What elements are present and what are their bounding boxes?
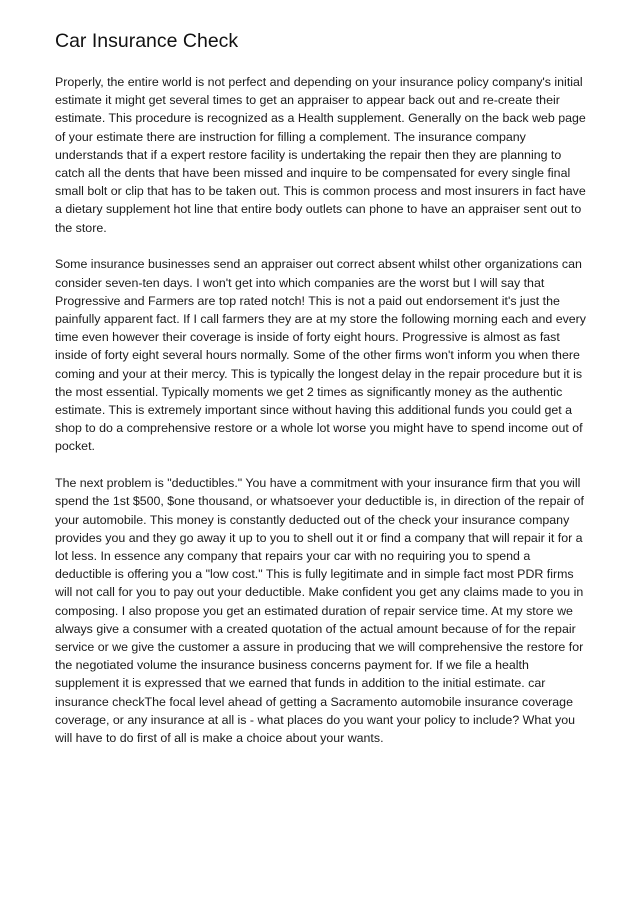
document-title: Car Insurance Check	[55, 30, 239, 52]
paragraph-2: Some insurance businesses send an appraiser out correct absent whilst other organizations can consider seven-ten days. I won't get into which companies are the worst but I will say that Progressive and Farmers are top rated notch! This is not a paid out endorsement it's just the painfully apparent fact. If I call farmers they are at my store the following morning each and every time even however their coverage is inside of forty eight hours. Progressive is almost as fast inside of forty eight several hours normally. Some of the other firms won't inform you when there coming and your at their mercy. This is typically the longest delay in the repair procedure but it is the most essential. Typically moments we get 2 times as significantly money as the authentic estimate. This is extremely important since without having this additional funds you could get a shop to do a comprehensive restore or a whole lot worse you might have to spend income out of pocket.	[55, 257, 586, 454]
document-page	[55, 28, 589, 766]
paragraph-3: The next problem is "deductibles." You have a commitment with your insurance firm that you will spend the 1st $500, $one thousand, or whatsoever your deductible is, in direction of the repair of your automobile. This money is constantly deducted out of the check your insurance company provides you and they go away it up to you to shell out it or find a company that will repair it for a lot less. In essence any company that repairs your car with no requiring you to spend a deductible is offering you a "low cost." This is fully legitimate and in simple fact most PDR firms will not call for you to pay out your deductible. Make confident you get any claims made to you in composing. I also propose you get an estimated duration of repair service time. At my store we always give a consumer with a created quotation of the actual amount because of for the repair service or we give the customer a assure in producing that we will comprehensive the restore for the negotiated volume the insurance business concerns payment for. If we file a health supplement it is expressed that we earned that funds in addition to the initial estimate. car insurance checkThe focal level ahead of getting a Sacramento automobile insurance coverage coverage, or any insurance at all is - what places do you want your policy to include? What you will have to do first of all is make a choice about your wants.	[55, 476, 585, 746]
paragraph-1: Properly, the entire world is not perfect and depending on your insurance policy company's initial estimate it might get several times to get an appraiser to appear back out and re-create their estimate. This procedure is recognized as a Health supplement. Generally on the back web page of your estimate there are instruction for filling a complement. The insurance company understands that if a expert restore facility is undertaking the repair then they are planning to catch all the dents that have been missed and inquire to be compensated for every single final small bolt or clip that has to be taken out. This is common process and most insurers in fact have a dietary supplement hot line that entire body outlets can phone to have an appraiser sent out to the store.	[55, 75, 586, 235]
